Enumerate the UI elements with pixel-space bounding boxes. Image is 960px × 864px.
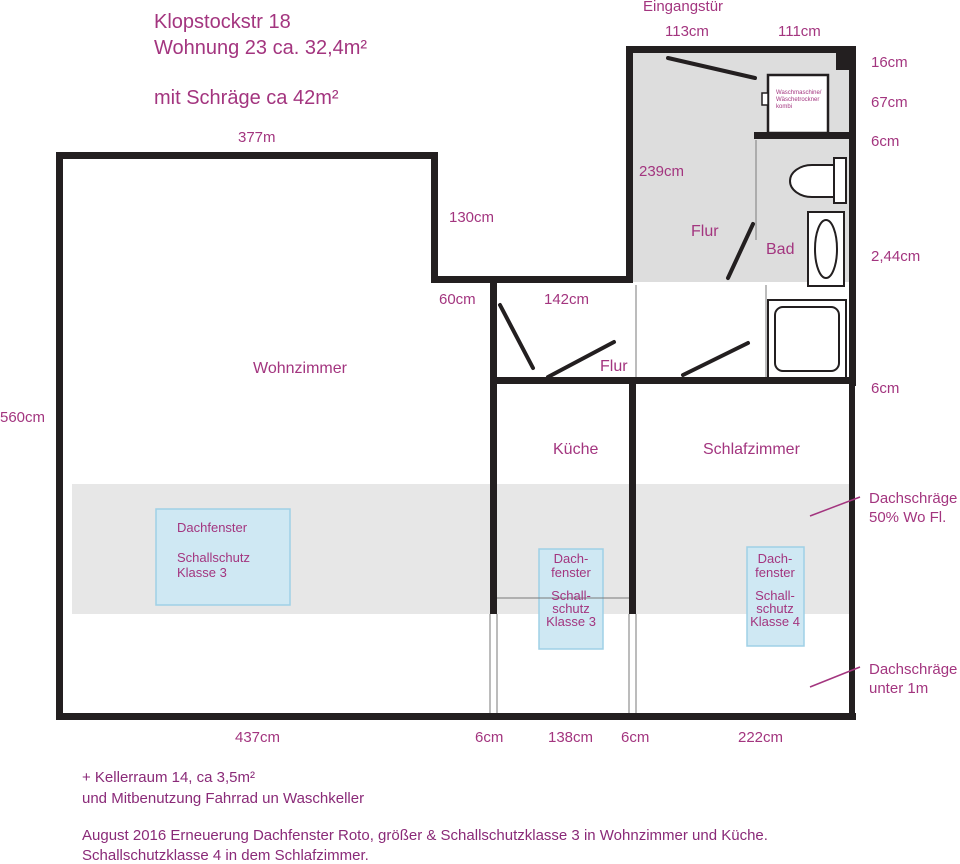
dim-244: 2,44cm: [871, 248, 921, 265]
dim-113: 113cm: [665, 23, 709, 40]
dim-130: 130cm: [449, 209, 495, 226]
room-schlafzimmer: Schlafzimmer: [703, 441, 800, 458]
dim-222: 222cm: [738, 729, 784, 746]
bathtub-icon: [808, 212, 844, 286]
wall: [490, 276, 497, 614]
room-flur-mid: Flur: [600, 358, 628, 375]
dim-142: 142cm: [544, 291, 590, 308]
dim-67: 67cm: [871, 94, 908, 111]
window-label: Klasse 3: [546, 614, 596, 629]
wall: [626, 46, 856, 53]
wall: [56, 152, 438, 159]
window-label: Dach-: [553, 551, 589, 566]
dim-437: 437cm: [235, 729, 281, 746]
window-label: Schall-: [755, 588, 795, 603]
washer-label: kombi: [776, 104, 793, 110]
window-label: schutz: [756, 601, 794, 616]
window-label: schutz: [552, 601, 590, 616]
note-slope-1m: unter 1m: [869, 680, 929, 697]
window-label: Klasse 3: [177, 565, 227, 580]
dim-377: 377m: [238, 129, 276, 146]
room-bad: Bad: [766, 241, 795, 258]
footer-shared: und Mitbenutzung Fahrrad un Waschkeller: [82, 790, 365, 807]
header-area: Wohnung 23 ca. 32,4m²: [154, 37, 368, 59]
dim-111: 111cm: [778, 23, 821, 40]
room-kueche: Küche: [553, 441, 599, 458]
note-slope-1m: Dachschräge: [869, 661, 958, 678]
header-slope-area: mit Schräge ca 42m²: [154, 87, 339, 109]
window-label: Schallschutz: [177, 550, 250, 565]
window-label: Dachfenster: [177, 520, 248, 535]
window-label: fenster: [755, 565, 795, 580]
note-slope-50: Dachschräge: [869, 490, 958, 507]
dim-239: 239cm: [639, 163, 685, 180]
room-wohnzimmer: Wohnzimmer: [253, 360, 347, 377]
dim-138: 138cm: [548, 729, 594, 746]
washer-label: Wäschetrockner: [776, 97, 820, 103]
window-label: Schall-: [551, 588, 591, 603]
dim-16: 16cm: [871, 54, 908, 71]
dim-6-bottom-left: 6cm: [475, 729, 504, 746]
dim-6-lower: 6cm: [871, 380, 900, 397]
window-label: Dach-: [757, 551, 793, 566]
room-flur-top: Flur: [691, 223, 719, 240]
wall: [56, 713, 856, 720]
dim-60: 60cm: [439, 291, 476, 308]
shower-icon: [768, 300, 846, 378]
wall: [56, 152, 63, 720]
window-label: fenster: [551, 565, 591, 580]
window-label: Klasse 4: [750, 614, 800, 629]
footer-soundproofing: Schallschutzklasse 4 in dem Schlafzimmer.: [82, 847, 369, 864]
dim-6-upper: 6cm: [871, 133, 900, 150]
footer-renovation: August 2016 Erneuerung Dachfenster Roto, größer & Schallschutzklasse 3 in Wohnzimmer und Küche.: [82, 827, 768, 844]
wall: [431, 276, 631, 283]
wall: [431, 152, 438, 282]
wall: [626, 46, 633, 283]
washer-label: Waschmaschine/: [776, 90, 822, 96]
footer-cellar: + Kellerraum 14, ca 3,5m²: [82, 769, 255, 786]
dim-560: 560cm: [0, 409, 46, 426]
dim-6-bottom-right: 6cm: [621, 729, 650, 746]
washer-knob: [762, 93, 768, 105]
wall: [849, 46, 856, 386]
note-slope-50: 50% Wo Fl.: [869, 509, 947, 526]
header-address: Klopstockstr 18: [154, 11, 291, 33]
label-eingangstuer: Eingangstür: [643, 0, 724, 15]
door-swing: [683, 343, 748, 375]
door-swing: [500, 305, 533, 368]
wall: [629, 382, 636, 614]
